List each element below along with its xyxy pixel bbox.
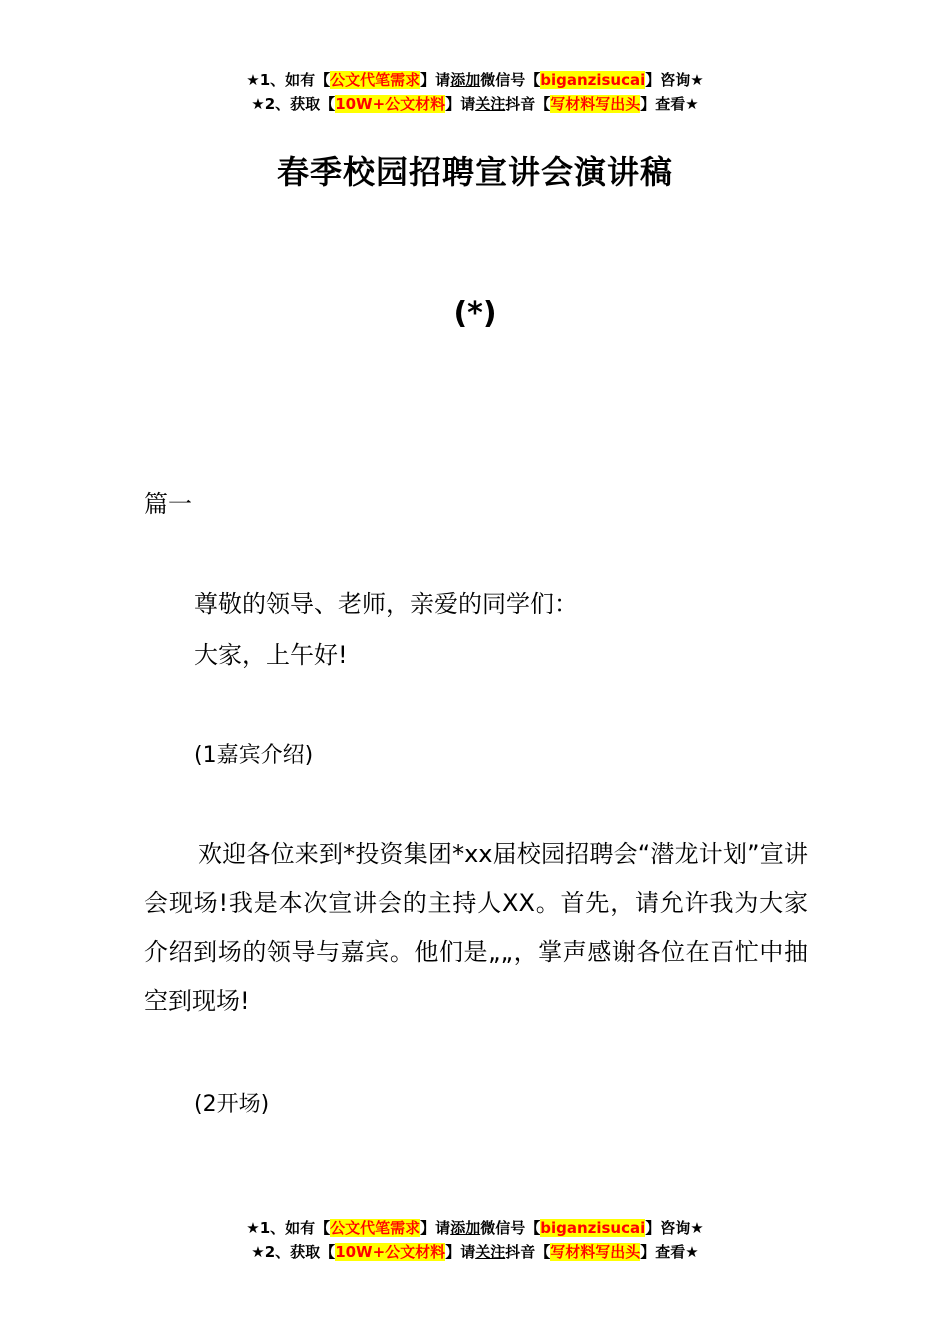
banner-underlined-text: 添加 xyxy=(450,71,481,89)
banner-highlight: 公文代笔需求 xyxy=(330,1219,421,1237)
banner-line-1 xyxy=(0,68,950,92)
banner-text: ★1、如有【 xyxy=(246,71,331,89)
banner-text: ★2、获取【 xyxy=(251,95,336,113)
document-subtitle: (*) xyxy=(453,296,497,331)
banner-underlined-text: 关注 xyxy=(475,95,506,113)
banner-highlight: 公文代笔需求 xyxy=(330,71,421,89)
banner-line-2 xyxy=(0,1240,950,1264)
banner-text: 】请 xyxy=(420,71,451,89)
banner-line-2 xyxy=(0,92,950,116)
banner-text: 】请 xyxy=(445,95,476,113)
stage-note: (2开场) xyxy=(194,1092,270,1117)
banner-underlined-text: 添加 xyxy=(450,1219,481,1237)
banner-text: 】咨询★ xyxy=(645,71,704,89)
banner-highlight: biganzisucai xyxy=(540,71,646,89)
stage-note: (1嘉宾介绍) xyxy=(194,743,314,768)
banner-text: 】请 xyxy=(445,1243,476,1261)
banner-text: ★2、获取【 xyxy=(251,1243,336,1261)
banner-highlight: 写材料写出头 xyxy=(550,95,641,113)
document-title: 春季校园招聘宣讲会演讲稿 xyxy=(276,153,673,191)
body-paragraph: 欢迎各位来到*投资集团*xx届校园招聘会“潜龙计划”宣讲会现场!我是本次宣讲会的主持人XX。首先，请允许我为大家介绍到场的领导与嘉宾。他们是„„，掌声感谢各位在百忙中抽空到现场! xyxy=(144,840,808,1015)
banner-text: 微信号【 xyxy=(480,71,541,89)
banner-text: 】咨询★ xyxy=(645,1219,704,1237)
banner-text: 抖音【 xyxy=(505,1243,551,1261)
banner-text: ★1、如有【 xyxy=(246,1219,331,1237)
greeting-line: 大家，上午好! xyxy=(194,641,348,669)
banner-text: 抖音【 xyxy=(505,95,551,113)
banner-highlight: 10W+公文材料 xyxy=(335,95,446,113)
banner-highlight: 10W+公文材料 xyxy=(335,1243,446,1261)
banner-text: 微信号【 xyxy=(480,1219,541,1237)
banner-text: 】查看★ xyxy=(640,95,699,113)
section-label: 篇一 xyxy=(144,490,192,518)
greeting-line: 尊敬的领导、老师，亲爱的同学们： xyxy=(194,590,578,618)
banner-line-1 xyxy=(0,1216,950,1240)
banner-underlined-text: 关注 xyxy=(475,1243,506,1261)
banner-text: 】请 xyxy=(420,1219,451,1237)
banner-highlight: biganzisucai xyxy=(540,1219,646,1237)
header-banner xyxy=(0,68,950,116)
banner-highlight: 写材料写出头 xyxy=(550,1243,641,1261)
footer-banner xyxy=(0,1216,950,1264)
banner-text: 】查看★ xyxy=(640,1243,699,1261)
